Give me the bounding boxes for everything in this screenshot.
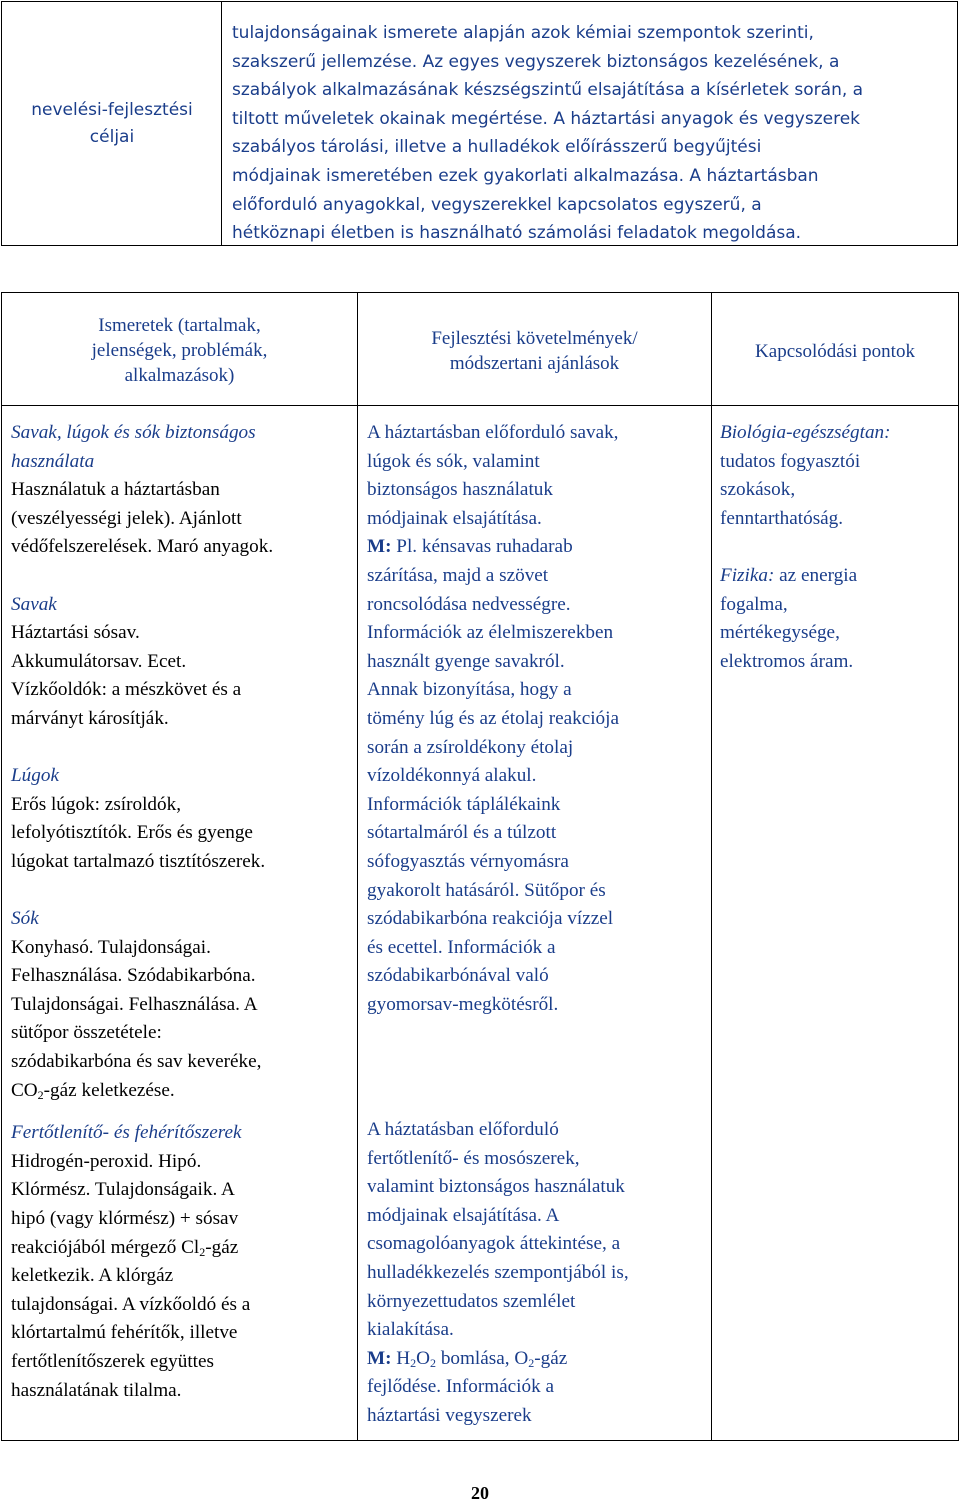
biology-label: Biológia-egészségtan: — [720, 422, 891, 443]
topic-title-disinfectants: Fertőtlenítő- és fehérítőszerek — [11, 1122, 242, 1144]
table-top-border — [1, 292, 959, 293]
topic-title-bases: Lúgok — [11, 765, 59, 787]
topic-title-safe-use: Savak, lúgok és sók biztonságos — [11, 422, 256, 443]
goals-label: nevelési-fejlesztési céljai — [31, 100, 193, 147]
topic-title-salts: Sók — [11, 908, 39, 930]
column-divider-2 — [711, 292, 712, 1441]
topic-title-acids: Savak — [11, 593, 57, 615]
physics-line: Fizika: az energia — [720, 564, 858, 586]
table-right-border — [958, 292, 959, 1441]
header-separator — [1, 405, 959, 406]
page-number: 20 — [471, 1483, 489, 1503]
header-connections: Kapcsolódási pontok — [755, 341, 915, 362]
header-requirements: Fejlesztési követelmények/ módszertani ajánlások — [431, 328, 638, 374]
method-line-1: M: Pl. kénsavas ruhadarab — [367, 536, 573, 558]
column-divider-1 — [357, 292, 358, 1441]
goals-text: tulajdonságainak ismerete alapján azok kémiai szempontok szerinti, szakszerű jellemzése. Az egyes vegyszerek biztonságos kezelésének, a szabályok alkalmazásának készségszintű elsajátítása a kísérletek során, a tiltott műveletek okainak megértése. A háztartási anyagok és vegyszerek szabályos tárolási, illetve a hulladékok előírásszerű begyűjtési módjainak ismeretében ezek gyakorlati alkalmazása. A háztartásban előforduló anyagokkal, vegyszerekkel kapcsolatos egyszerű, a hétköznapi életben is használható számolási feladatok megoldása. — [232, 23, 864, 244]
requirements-column-part2: A háztatásban előforduló fertőtlenítő- és mosószerek, valamint biztonságos használatuk módjainak elsajátítása. A csomagolóanyagok áttekintése, a hulladékkezelés szempontjából is, környezettudatos szemlélet kialakítása. M: $H_2O_2$ bomlása, $O_2$-gáz fejlődése. Információk a háztartási vegyszerek — [367, 1119, 629, 1426]
requirements-column: A háztartásban előforduló savak, lúgok és sók, valamint biztonságos használatuk módjainak elsajátítása. M: Pl. kénsavas ruhadarab szárítása, majd a szövet roncsolódása nedvességre. Információk az élelmiszerekben használt gyenge savakról. Annak bizonyítása, hogy a tömény lúg és az étolaj reakciója során a zsíroldékony étolaj vízoldékonnyá alakul. Információk táplálékaink sótartalmáról és a túlzott sófogyasztás vérnyomásra gyakorolt hatásáról. Sütőpor és szódabikarbóna reakciója vízzel és ecettel. Információk a szódabikarbónával való gyomorsav-megkötésről. — [367, 422, 619, 1015]
header-knowledge: Ismeretek (tartalmak, jelenségek, problémák, alkalmazások) — [91, 315, 268, 386]
table-left-border — [1, 292, 2, 1441]
connections-column: Biológia-egészségtan: tudatos fogyasztói szokások, fenntarthatóság. Fizika: az energia fogalma, mértékegysége, elektromos áram. — [720, 419, 891, 676]
method-line-2: M: $H_2O_2$ bomlása, $O_2$-gáz — [367, 1347, 568, 1370]
table-bottom-border — [1, 1440, 959, 1441]
knowledge-column: Savak, lúgok és sók biztonságos használata Használatuk a háztartásban (veszélyességi jelek). Ajánlott védőfelszerelések. Maró anyagok. Savak Háztartási sósav. Akkumulátorsav. Ecet. Vízkőoldók: a mészkövet és a márványt károsítják. Lúgok Erős lúgok: zsíroldók, lefolyótisztítók. Erős és gyenge lúgokat tartalmazó tisztítószerek. Sók Konyhasó. Tulajdonságai. Felhasználása. Szódabikarbóna. Tulajdonságai. Felhasználása. A sütőpor összetétele: szódabikarbóna és sav keveréke, $CO_2$-gáz keletkezése. Fertőtlenítő- és fehérítőszerek Hidrogén-peroxid. Hipó. Klórmész. Tulajdonságaik. A hipó (vagy klórmész) + sósav reakciójából mérgező $Cl_2$-gáz keletkezik. A klórgáz tulajdonságai. A vízkőoldó és a klórtartalmú fehérítők, illetve fertőtlenítőszerek együttes használatának tilalma. — [11, 419, 273, 1405]
